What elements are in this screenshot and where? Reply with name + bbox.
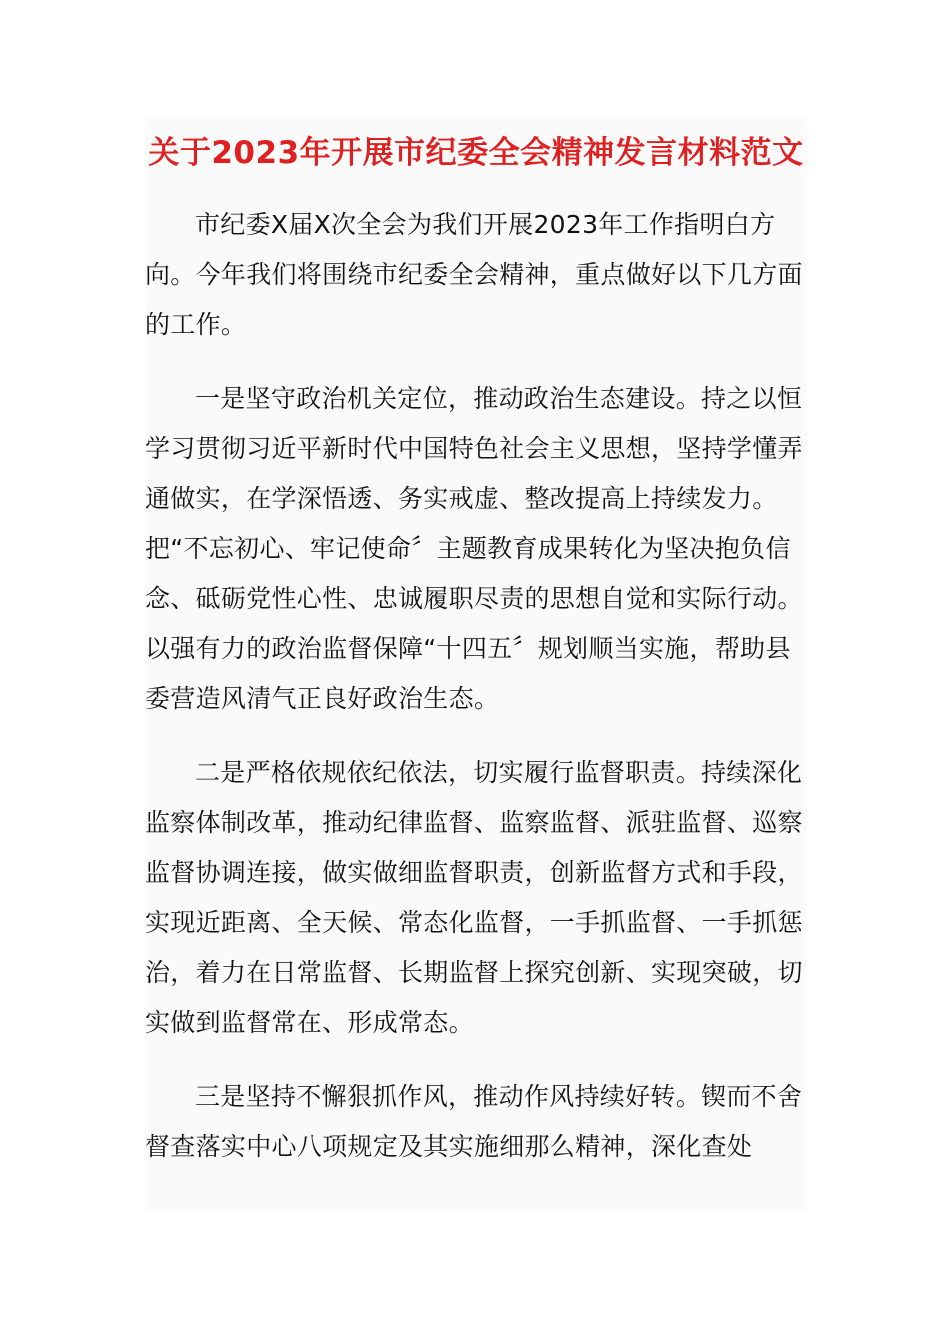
document-page	[145, 118, 807, 1210]
document-body	[145, 200, 807, 1172]
paragraph-three: 三是坚持不懈狠抓作风，推动作风持续好转。锲而不舍督查落实中心八项规定及其实施细那么精神，深化查处	[145, 1082, 803, 1161]
paragraph-two: 二是严格依规依纪依法，切实履行监督职责。持续深化监察体制改革，推动纪律监督、监察监督、派驻监督、巡察监督协调连接，做实做细监督职责，创新监督方式和手段，实现近距离、全天候、常态化监督，一手抓监督、一手抓惩治，着力在日常监督、长期监督上探究创新、实现突破，切实做到监督常在、形成常态。	[145, 758, 803, 1037]
paragraph-intro: 市纪委Ⅹ届Ⅹ次全会为我们开展2023年工作指明白方向。今年我们将围绕市纪委全会精神，重点做好以下几方面的工作。	[145, 210, 803, 339]
document-title: 关于2023年开展市纪委全会精神发言材料范文	[148, 135, 804, 171]
paragraph-one: 一是坚守政治机关定位，推动政治生态建设。持之以恒学习贯彻习近平新时代中国特色社会主义思想，坚持学懂弄通做实，在学深悟透、务实戒虚、整改提高上持续发力。把“不忘初心、牢记使命〞主题教育成果转化为坚决抱负信念、砥砺党性心性、忠诚履职尽责的思想自觉和实际行动。以强有力的政治监督保障“十四五〞规划顺当实施，帮助县委营造风清气正良好政治生态。	[145, 384, 803, 713]
